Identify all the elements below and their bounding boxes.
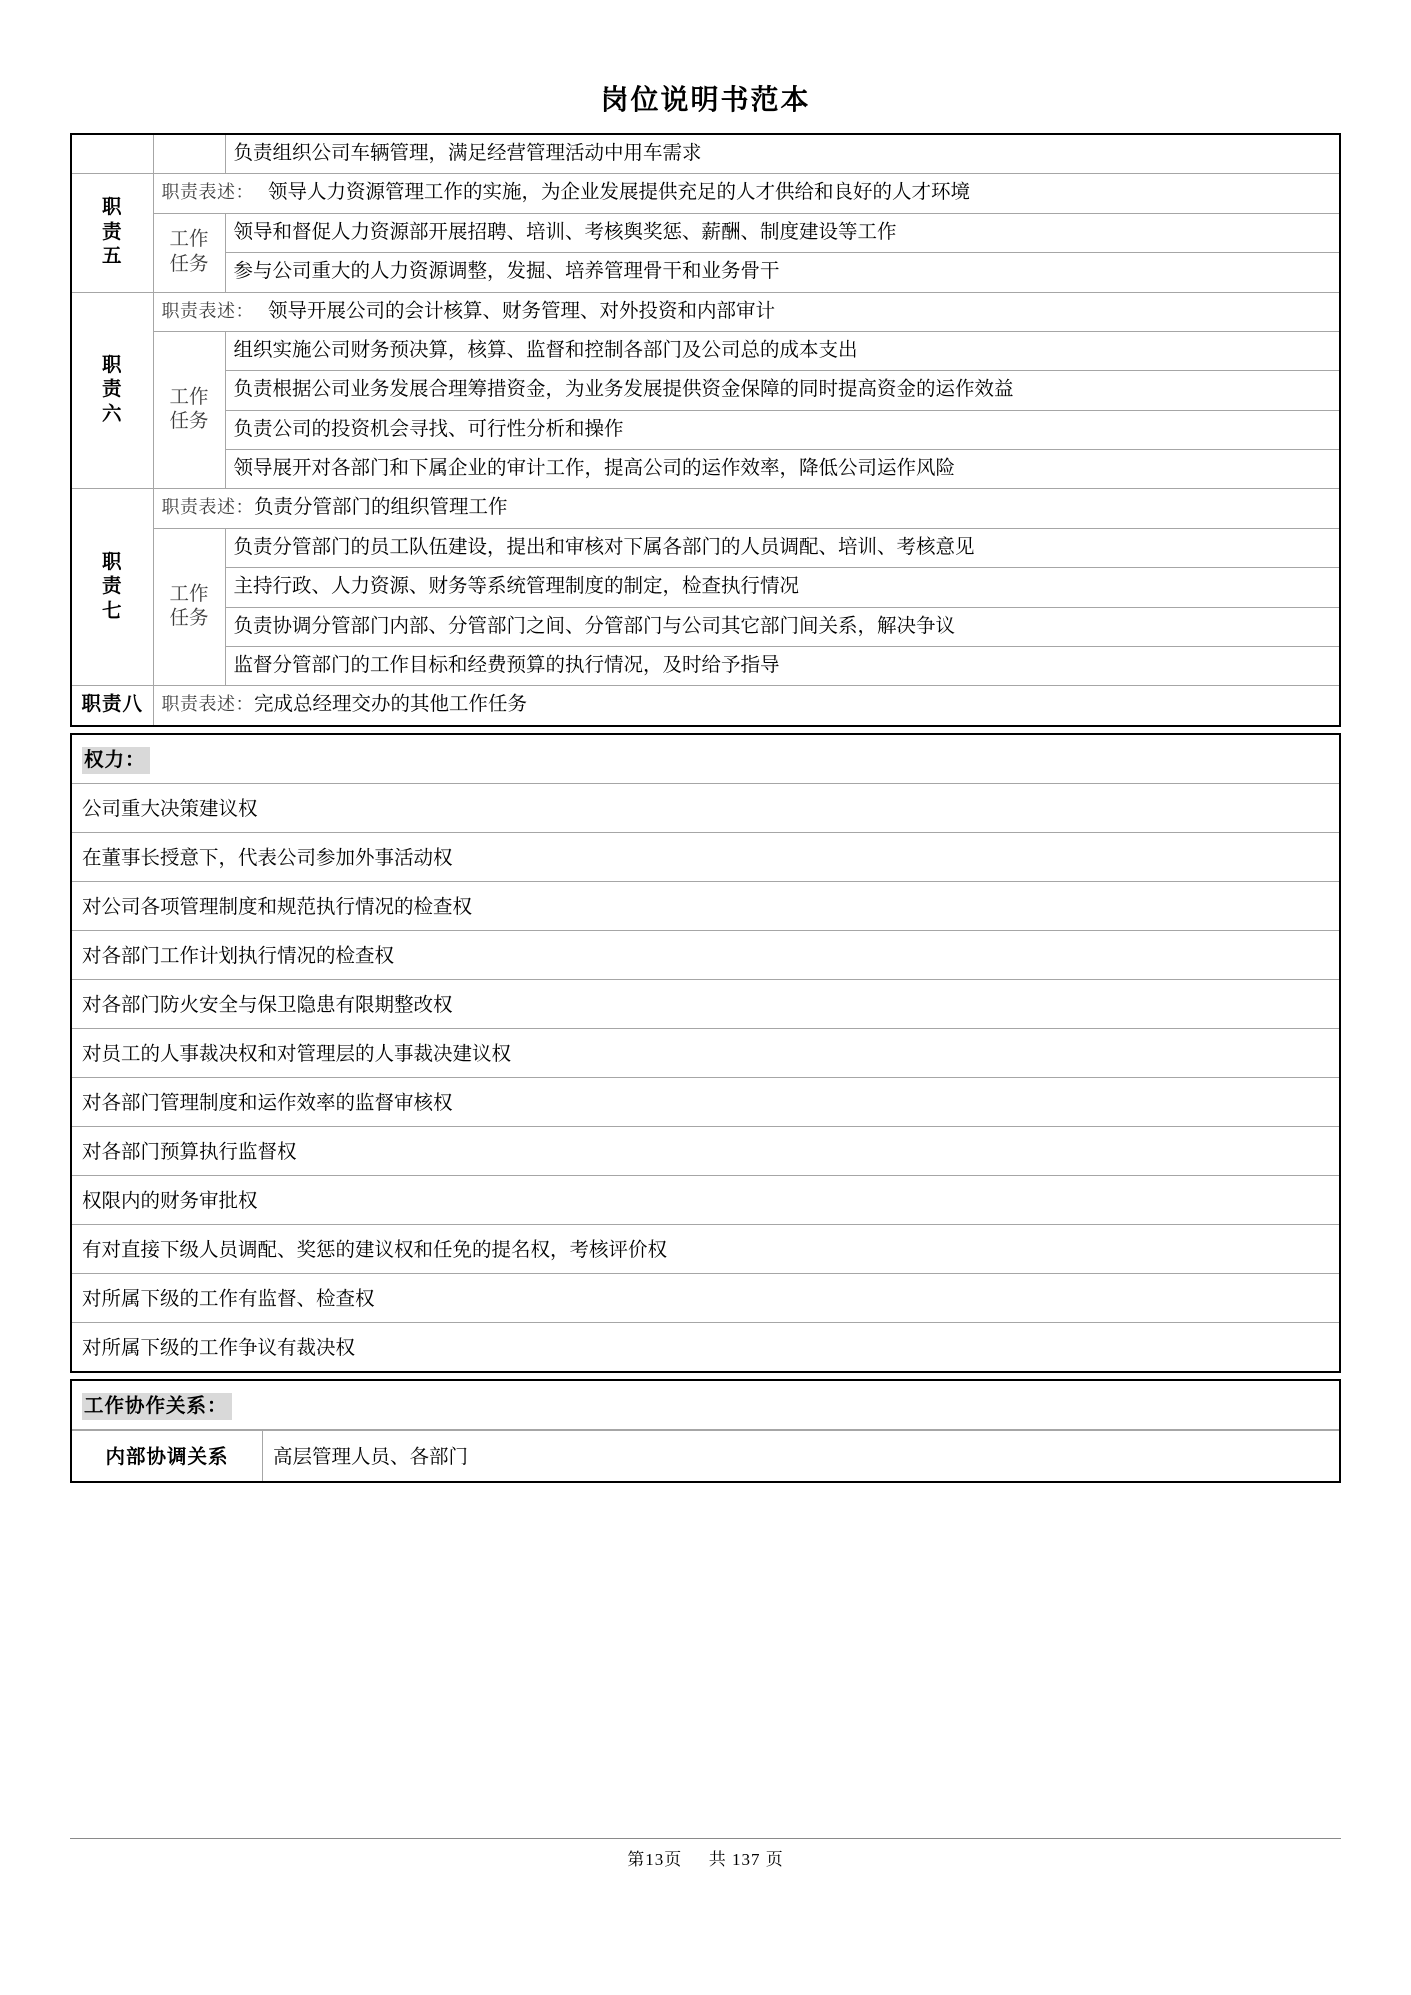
table-row [71,253,1340,292]
duty-statement-text: 负责分管部门的组织管理工作 [254,496,508,519]
section-heading-row [71,734,1340,784]
task-label [153,331,225,489]
stacked-char: 任务 [169,607,209,629]
stacked-char: 工作 [169,582,209,605]
stacked-char: 工作 [169,385,209,408]
table-row [71,292,1340,331]
cooperation-heading-table [70,1379,1341,1430]
authority-item: 对各部门工作计划执行情况的检查权 [71,931,1340,980]
task-text: 监督分管部门的工作目标和经费预算的执行情况，及时给予指导 [225,646,1340,685]
list-item [71,1078,1340,1127]
table-row [71,528,1340,567]
stacked-char: 五 [101,245,123,268]
stacked-char: 工作 [169,228,209,251]
stacked-char: 责 [101,575,123,598]
task-label-empty [153,134,225,174]
cooperation-heading [71,1380,1340,1430]
stacked-char: 七 [101,599,123,622]
page-title: 岗位说明书范本 [600,85,811,116]
stacked-char: 职 [101,550,123,573]
duty-statement-text: 完成总经理交办的其他工作任务 [254,693,528,716]
table-row [71,410,1340,449]
task-text: 主持行政、人力资源、财务等系统管理制度的制定，检查执行情况 [225,568,1340,607]
footer-rule [70,1838,1341,1839]
authority-item: 对各部门管理制度和运作效率的监督审核权 [71,1078,1340,1127]
duty-statement-cell [153,174,1340,213]
list-item [71,784,1340,833]
cooperation-table [70,1430,1341,1483]
task-text: 负责分管部门的员工队伍建设，提出和审核对下属各部门的人员调配、培训、考核意见 [225,528,1340,567]
table-row [71,568,1340,607]
task-text: 负责协调分管部门内部、分管部门之间、分管部门与公司其它部门间关系，解决争议 [225,607,1340,646]
task-text: 领导和督促人力资源部开展招聘、培训、考核舆奖惩、薪酬、制度建设等工作 [225,213,1340,252]
duty-label [71,174,153,292]
table-row [71,134,1340,174]
stacked-char: 职 [101,353,123,376]
list-item [71,1225,1340,1274]
authority-item: 对员工的人事裁决权和对管理层的人事裁决建议权 [71,1029,1340,1078]
duty-label [71,292,153,489]
authority-table [70,733,1341,1373]
table-row [71,174,1340,213]
duties-table [70,133,1341,727]
footer-current-page: 第13页 [627,1850,683,1869]
authority-item: 公司重大决策建议权 [71,784,1340,833]
list-item [71,1127,1340,1176]
authority-item: 有对直接下级人员调配、奖惩的建议权和任免的提名权，考核评价权 [71,1225,1340,1274]
statement-lead-label: 职责表述： [161,694,254,715]
authority-item: 对所属下级的工作争议有裁决权 [71,1323,1340,1373]
table-row [71,371,1340,410]
authority-section [70,733,1341,1373]
table-row [71,450,1340,489]
cooperation-section [70,1379,1341,1483]
page-footer [0,1838,1411,1870]
stacked-char: 责 [101,220,123,243]
list-item [71,1323,1340,1373]
footer-page-number [0,1845,1411,1870]
list-item [71,833,1340,882]
task-text: 领导展开对各部门和下属企业的审计工作，提高公司的运作效率，降低公司运作风险 [225,450,1340,489]
section-heading-row [71,1380,1340,1430]
stacked-char: 任务 [169,410,209,433]
statement-lead-label: 职责表述： [161,497,254,518]
statement-lead-label: 职责表述： [161,182,254,203]
table-row [71,331,1340,370]
stacked-char: 职 [101,196,123,219]
list-item [71,1274,1340,1323]
authority-item: 在董事长授意下，代表公司参加外事活动权 [71,833,1340,882]
table-row [71,607,1340,646]
table-row [71,213,1340,252]
duty-statement-cell [153,489,1340,528]
cooperation-value: 高层管理人员、各部门 [263,1431,1341,1483]
task-text: 负责组织公司车辆管理，满足经营管理活动中用车需求 [225,134,1340,174]
stacked-char: 任务 [169,252,209,275]
task-label [153,213,225,292]
duty-label: 职责八 [71,686,153,726]
list-item [71,882,1340,931]
duty-statement-text: 领导人力资源管理工作的实施，为企业发展提供充足的人才供给和良好的人才环境 [268,181,971,204]
stacked-char: 六 [101,402,123,425]
authority-item: 对所属下级的工作有监督、检查权 [71,1274,1340,1323]
task-label [153,528,225,686]
authority-heading [71,734,1340,784]
task-text: 负责根据公司业务发展合理筹措资金，为业务发展提供资金保障的同时提高资金的运作效益 [225,371,1340,410]
list-item [71,1176,1340,1225]
list-item [71,931,1340,980]
cooperation-heading-text: 工作协作关系： [82,1393,232,1420]
duty-statement-cell [153,686,1340,726]
footer-total-pages: 共 137 页 [708,1850,784,1869]
authority-item: 对各部门防火安全与保卫隐患有限期整改权 [71,980,1340,1029]
cooperation-key: 内部协调关系 [71,1431,263,1483]
table-row [71,489,1340,528]
statement-lead-label: 职责表述： [161,300,254,321]
table-row [71,1431,1340,1483]
duty-statement-cell [153,292,1340,331]
duties-table-wrapper [70,133,1341,727]
list-item [71,1029,1340,1078]
stacked-char: 责 [101,378,123,401]
task-text: 参与公司重大的人力资源调整，发掘、培养管理骨干和业务骨干 [225,253,1340,292]
duty-statement-text: 领导开展公司的会计核算、财务管理、对外投资和内部审计 [268,299,776,322]
authority-heading-text: 权力： [82,747,150,774]
authority-item: 对各部门预算执行监督权 [71,1127,1340,1176]
table-row [71,686,1340,726]
duty-label [71,489,153,686]
list-item [71,980,1340,1029]
task-text: 负责公司的投资机会寻找、可行性分析和操作 [225,410,1340,449]
authority-item: 对公司各项管理制度和规范执行情况的检查权 [71,882,1340,931]
authority-item: 权限内的财务审批权 [71,1176,1340,1225]
table-row [71,646,1340,685]
task-text: 组织实施公司财务预决算，核算、监督和控制各部门及公司总的成本支出 [225,331,1340,370]
duty-label-empty [71,134,153,174]
